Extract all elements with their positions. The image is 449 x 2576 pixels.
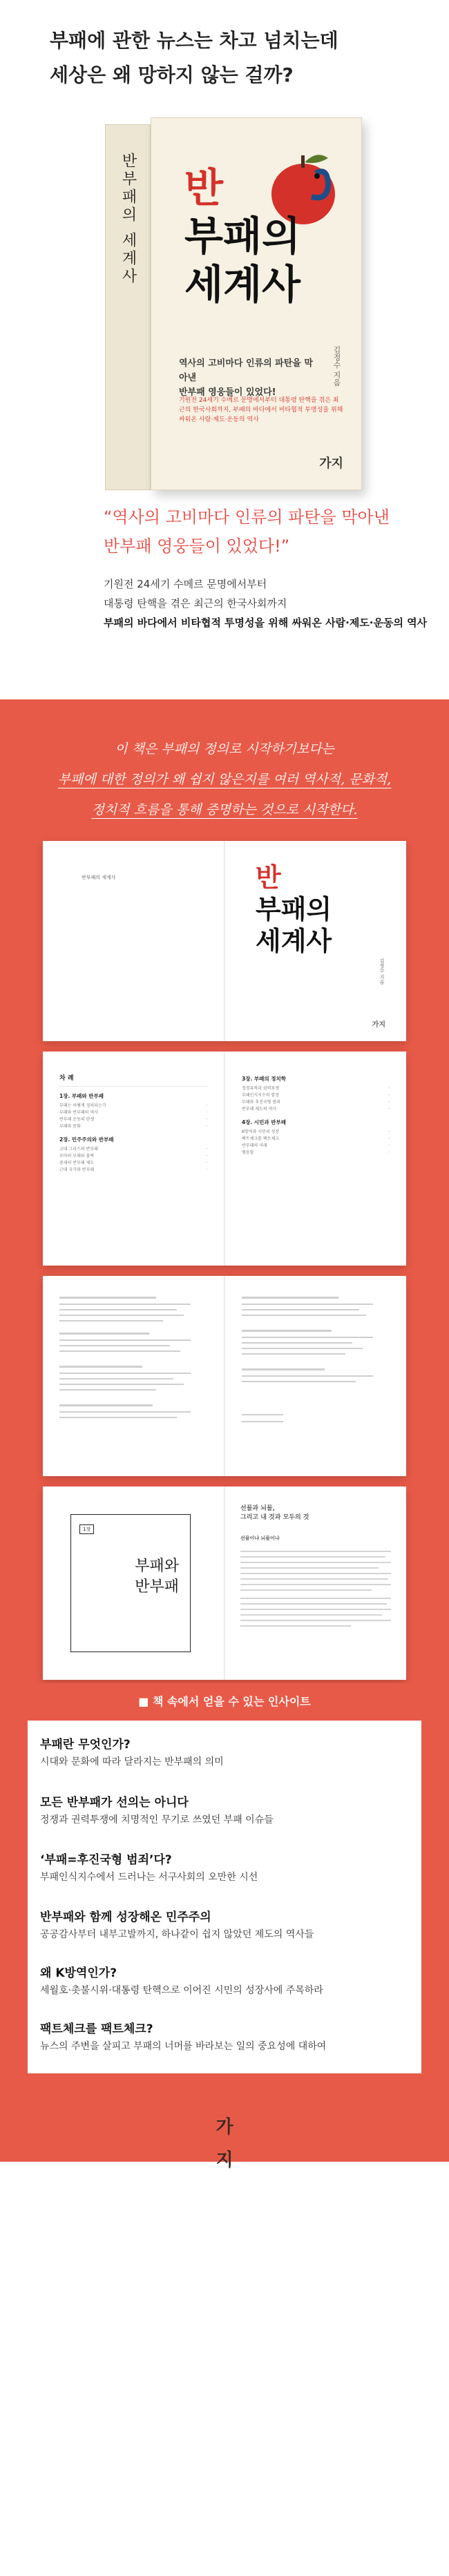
book-cover-image [105, 117, 362, 490]
toc-row-text: 반부패 운동의 탄생 [59, 1117, 95, 1122]
sub-line-1: 기원전 24세기 수메르 문명에서부터 [104, 578, 267, 590]
spine-title: 반부패의 세계사 [120, 153, 137, 286]
toc-row [59, 1103, 207, 1110]
insight-answer: 정쟁과 권력투쟁에 치명적인 무기로 쓰였던 부패 이슈들 [40, 1814, 274, 1826]
sub-line-2: 대통령 탄핵을 겪은 최근의 한국사회까지 [104, 597, 287, 610]
toc2-right-lines [225, 1276, 406, 1476]
toc-row-text: 부패와 문화 [59, 1124, 81, 1129]
insight-header: ■ 책 속에서 얻을 수 있는 인사이트 [28, 1683, 421, 1721]
toc-row-page: · [206, 1161, 207, 1165]
quote-line-2: 반부패 영웅들이 있었다!” [104, 536, 290, 556]
insight-question: 모든 반부패가 선의는 아니다 [40, 1796, 189, 1810]
toc-row [59, 1160, 207, 1167]
toc-row [242, 1092, 390, 1099]
insight-item [40, 1851, 413, 1886]
toc-row-page: · [206, 1110, 207, 1115]
toc-row-text: 부패인식지수의 함정 [242, 1093, 280, 1098]
toc-row-page: · [388, 1107, 390, 1112]
toc-row-text: K방역과 시민의 성장 [242, 1130, 280, 1134]
toc-row-page: · [206, 1124, 207, 1129]
insight-item [40, 1908, 413, 1943]
toc-divider [59, 1086, 207, 1087]
chapter-frame [70, 1514, 191, 1652]
toc-row-text: 팩트체크를 팩트체크 [242, 1136, 280, 1141]
sub-line-3: 부패의 바다에서 비타협적 투명성을 위해 싸워온 사람·제도·운동의 역사 [104, 617, 428, 629]
toc-row [242, 1085, 390, 1092]
cover-title [184, 164, 300, 309]
toc-row [242, 1150, 390, 1156]
toc-row-text: 부패와 후진국형 범죄 [242, 1100, 280, 1105]
chapter-page-right [225, 1486, 406, 1680]
toc-row [242, 1129, 390, 1136]
hero-subtext [104, 574, 427, 632]
toc-row-text: 부패와 반부패의 역사 [59, 1110, 98, 1115]
headline-line-1: 부패에 관한 뉴스는 차고 넘치는데 [50, 29, 338, 52]
toc-row-page: · [388, 1130, 390, 1134]
intro-line-2: 부패에 대한 정의가 왜 쉽지 않은지를 여러 역사적, 문화적, [57, 772, 392, 787]
chapter-title-line-2: 반부패 [135, 1578, 179, 1596]
preview-page-half-title [43, 841, 224, 1041]
chapter-title [135, 1556, 179, 1598]
preview-spread-toc-2 [43, 1276, 406, 1476]
insight-answer: 뉴스의 주변을 살피고 부패의 너머를 바라보는 일의 중요성에 대하여 [40, 2041, 327, 2052]
toc-left-title-1: 2장. 민주주의와 반부패 [59, 1136, 114, 1143]
chapter-section-sub: 선물이냐 뇌물이냐 [240, 1536, 280, 1541]
insight-answer: 시대와 문화에 따라 달라지는 반부패의 의미 [40, 1756, 224, 1768]
toc-row-page: · [206, 1154, 207, 1159]
insight-answer: 세월호·촛불시위·대통령 탄핵으로 이어진 시민의 성장사에 주목하라 [40, 1985, 323, 1996]
toc-row [242, 1136, 390, 1143]
insight-answer: 부패인식지수에서 드러나는 서구사회의 오만한 시선 [40, 1872, 258, 1883]
toc-row [59, 1110, 207, 1116]
toc-row-page: · [206, 1103, 207, 1108]
chapter-body-lines [240, 1548, 391, 1652]
toc-row-text: 반부패 제도의 역사 [242, 1107, 277, 1112]
publisher-logo: 가지 [319, 456, 343, 471]
toc-row-text: 부패는 어떻게 정의되는가 [59, 1103, 106, 1108]
toc-row [59, 1146, 207, 1153]
toc-row-page: · [388, 1143, 390, 1148]
book-front-cover [151, 117, 362, 490]
mini-title-line-1: 반 [256, 862, 281, 893]
toc-row [242, 1099, 390, 1106]
toc-row-page: · [388, 1100, 390, 1105]
insight-box [28, 1683, 421, 2073]
cover-description [179, 356, 317, 400]
toc-row-text: 근대 국가와 반부패 [59, 1168, 95, 1172]
toc2-page-right [225, 1276, 406, 1476]
toc-row [242, 1143, 390, 1150]
intro-line-3: 정치적 흐름을 통해 증명하는 것으로 시작한다. [91, 802, 358, 817]
preview-intro [0, 734, 449, 825]
toc-row-page: · [206, 1168, 207, 1172]
cover-desc-line-1: 역사의 고비마다 인류의 파탄을 막아낸 [179, 358, 313, 383]
preview-page-title [225, 841, 406, 1041]
toc2-left-lines [43, 1276, 224, 1476]
insight-item [40, 2020, 413, 2055]
cover-desc-line-2: 반부패 영웅들이 있었다! [179, 387, 276, 398]
half-title-text: 반부패의 세계사 [82, 875, 116, 880]
headline-line-2: 세상은 왜 망하지 않는 걸까? [50, 64, 294, 86]
toc-row [59, 1167, 207, 1174]
toc-row-page: · [388, 1086, 390, 1091]
toc-row-page: · [388, 1136, 390, 1141]
toc-row-text: 반부패의 미래 [242, 1143, 267, 1148]
insight-question: 팩트체크를 팩트체크? [40, 2022, 153, 2036]
toc-left-title-0: 1장. 부패와 반부패 [59, 1093, 104, 1099]
cover-author: 김정수 지음 [332, 346, 341, 387]
toc-row-page: · [206, 1117, 207, 1122]
toc-row [59, 1123, 207, 1130]
quote-line-1: “역사의 고비마다 인류의 파탄을 막아낸 [104, 507, 390, 527]
toc-row-text: 고대 그리스의 반부패 [59, 1147, 98, 1152]
toc-right-title-1: 4장. 시민과 반부패 [242, 1119, 287, 1125]
hero-section [0, 0, 449, 699]
insight-question: 반부패와 함께 성장해온 민주주의 [40, 1910, 211, 1924]
insight-item [40, 1964, 413, 1999]
chapter-section-heading: 선물과 뇌물, 그리고 내 것과 모두의 것 [240, 1505, 309, 1521]
cover-title-line-1: 반 [184, 164, 224, 211]
cover-title-line-3: 세계사 [184, 261, 301, 308]
toc-right-title-0: 3장. 부패의 정치학 [242, 1076, 287, 1082]
insight-answer: 공공감사부터 내부고발까지, 하나같이 쉽지 않았던 제도의 역사들 [40, 1929, 314, 1940]
toc-row-page: · [388, 1150, 390, 1155]
chapter-number: 1장 [79, 1524, 94, 1534]
toc2-page-left [43, 1276, 224, 1476]
toc-row [59, 1153, 207, 1160]
toc-row-page: · [388, 1093, 390, 1098]
preview-spread-toc-1 [43, 1052, 406, 1266]
book-spine [105, 124, 151, 490]
mini-author: 김정수 지음 [379, 958, 385, 985]
toc-page-right [225, 1052, 406, 1266]
hero-headline [50, 23, 338, 93]
toc-row-text: 맺음말 [242, 1150, 254, 1155]
toc-row-text: 중세의 반부패 제도 [59, 1161, 95, 1165]
mini-title-line-2: 부패의 [256, 893, 332, 924]
toc-page-left [43, 1052, 224, 1266]
toc-row [59, 1116, 207, 1123]
preview-spread-title [43, 841, 406, 1041]
toc-row-page: · [206, 1147, 207, 1152]
toc-row [242, 1106, 390, 1113]
toc-label: 차 례 [59, 1075, 74, 1082]
publisher-footer-logo: 가지 [216, 2117, 233, 2171]
cover-blurb: 기원전 24세기 수메르 문명에서부터 대통령 탄핵을 겪은 최근의 한국사회까지, 부패의 바다에서 비타협적 투명성을 위해 싸워온 사람·제도·운동의 역사 [179, 397, 343, 423]
hero-quote [104, 503, 401, 561]
preview-section [0, 699, 449, 2171]
insight-question: 왜 K방역인가? [40, 1966, 117, 1980]
intro-line-1: 이 책은 부패의 정의로 시작하기보다는 [115, 742, 334, 757]
preview-spread-chapter [43, 1486, 406, 1680]
mini-cover-title [256, 862, 332, 957]
chapter-title-line-1: 부패와 [135, 1558, 179, 1575]
insight-item [40, 1736, 413, 1770]
insight-item [40, 1794, 413, 1828]
insight-question: ‘부패=후진국형 범죄’다? [40, 1853, 172, 1867]
toc-row-text: 로마의 부패와 몰락 [59, 1154, 95, 1159]
toc-row-text: 정경유착과 권력투쟁 [242, 1086, 280, 1091]
mini-title-line-3: 세계사 [256, 925, 332, 956]
mini-publisher-logo: 가지 [372, 1021, 385, 1029]
chapter-page-left [43, 1486, 224, 1680]
insight-question: 부패란 무엇인가? [40, 1738, 131, 1752]
cover-title-line-2: 부패의 [184, 213, 301, 260]
